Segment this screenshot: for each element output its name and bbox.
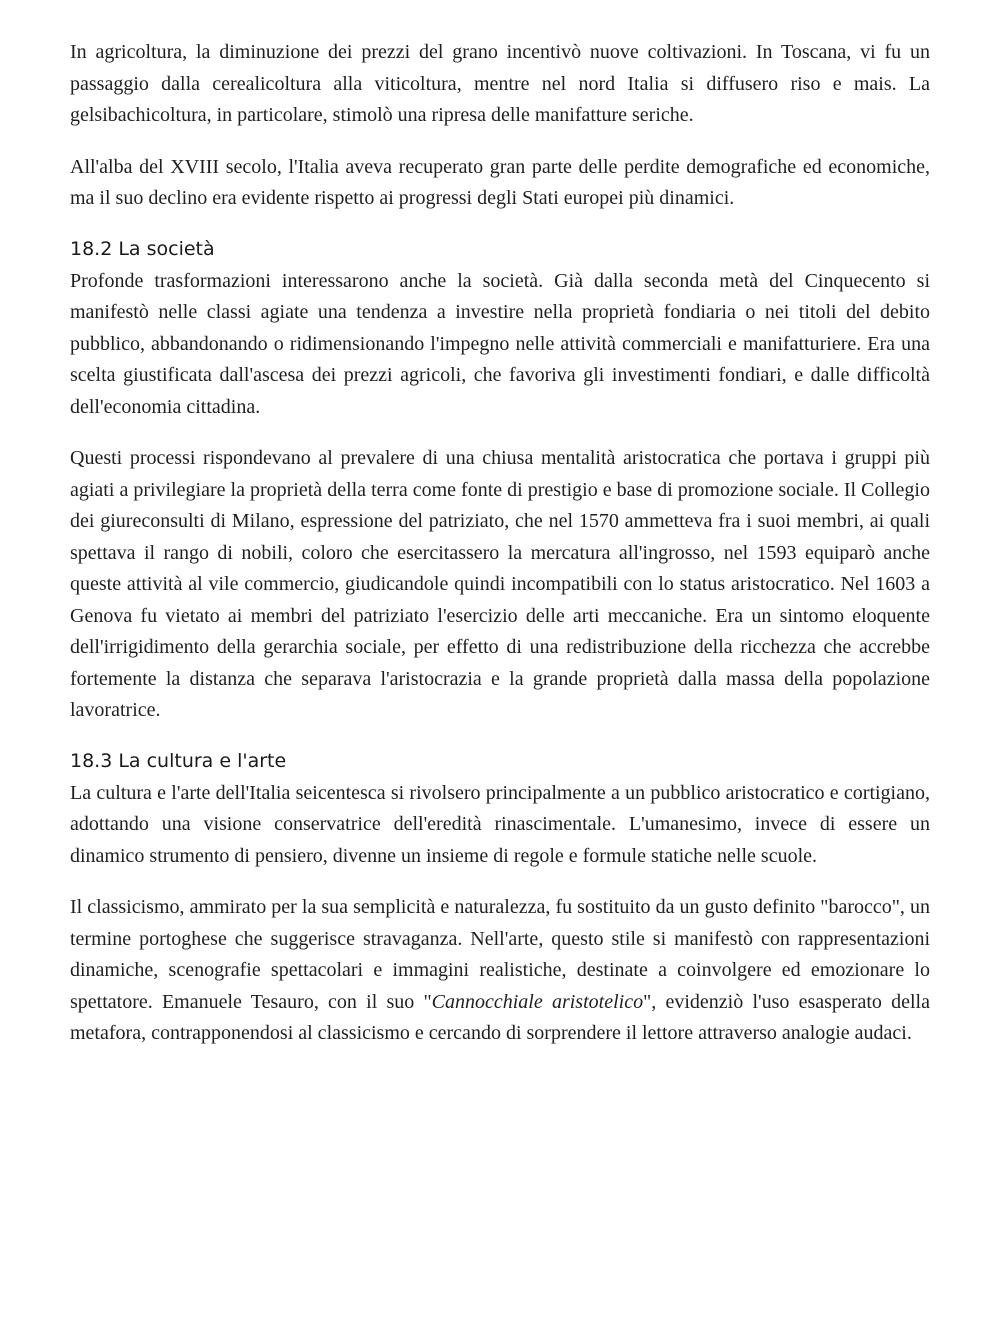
society-paragraph-aristocracy: Questi processi rispondevano al prevalere di una chiusa mentalità aristocratica che portava i gruppi più agiati a privilegiare la proprietà della terra come fonte di prestigio e base di promozione sociale. Il Collegio dei giureconsulti di Milano, espressione del patriziato, che nel 1570 ammetteva fra i suoi membri, ai quali spettava il rango di nobili, coloro che esercitassero la mercatura all'ingrosso, nel 1593 equiparò anche queste attività al vile commercio, giudicandole quindi incompatibili con lo status aristocratico. Nel 1603 a Genova fu vietato ai membri del patriziato l'esercizio delle arti meccaniche. Era un sintomo eloquente dell'irrigidimento della gerarchia sociale, per effetto di una redistribuzione della ricchezza che accrebbe fortemente la distanza che separava l'aristocrazia e la grande proprietà dalla massa della popolazione lavoratrice.: [70, 447, 930, 721]
baroque-text-after-title: ", evidenziò l'uso esasperato della metafora, contrapponendosi al classicismo e cercando di sorprendere il lettore attraverso analogie audaci.: [70, 990, 930, 1044]
baroque-text-before-title: Il classicismo, ammirato per la sua semplicità e naturalezza, fu sostituito da un gusto definito "barocco", un termine portoghese che suggerisce stravaganza. Nell'arte, questo stile si manifestò con rappresentazioni dinamiche, scenografie spettacolari e immagini realistiche, destinate a coinvolgere ed emozionare lo spettatore. Emanuele Tesauro, con il suo ": [70, 896, 930, 1013]
culture-paragraph-humanism: La cultura e l'arte dell'Italia seicentesca si rivolsero principalmente a un pubblico aristocratico e cortigiano, adottando una visione conservatrice dell'eredità rinascimentale. L'umanesimo, invece di essere un dinamico strumento di pensiero, divenne un insieme di regole e formule statiche nelle scuole.: [70, 781, 930, 867]
intro-paragraph-agriculture: In agricoltura, la diminuzione dei prezzi del grano incentivò nuove coltivazioni. In Toscana, vi fu un passaggio dalla cerealicoltura alla viticoltura, mentre nel nord Italia si diffusero riso e mais. La gelsibachicoltura, in particolare, stimolò una ripresa delle manifatture seriche.: [70, 41, 930, 126]
intro-paragraph-decline: All'alba del XVIII secolo, l'Italia aveva recuperato gran parte delle perdite demografiche ed economiche, ma il suo declino era evidente rispetto ai progressi degli Stati europei più dinamici.: [70, 155, 930, 209]
document-page: [70, 37, 930, 1070]
culture-paragraph-baroque: [70, 892, 930, 1050]
society-paragraph-transformations: Profonde trasformazioni interessarono anche la società. Già dalla seconda metà del Cinquecento si manifestò nelle classi agiate una tendenza a investire nella proprietà fondiaria o nei titoli del debito pubblico, abbandonando o ridimensionando l'impegno nelle attività commerciali e manifatturiere. Era una scelta giustificata dall'ascesa dei prezzi agricoli, che favoriva gli investimenti fondiari, e dalle difficoltà dell'economia cittadina.: [70, 269, 930, 418]
section-heading-society: 18.2 La società: [70, 237, 215, 260]
book-title-cannocchiale: Cannocchiale aristotelico: [431, 990, 644, 1013]
section-heading-culture-art: 18.3 La cultura e l'arte: [70, 749, 287, 772]
